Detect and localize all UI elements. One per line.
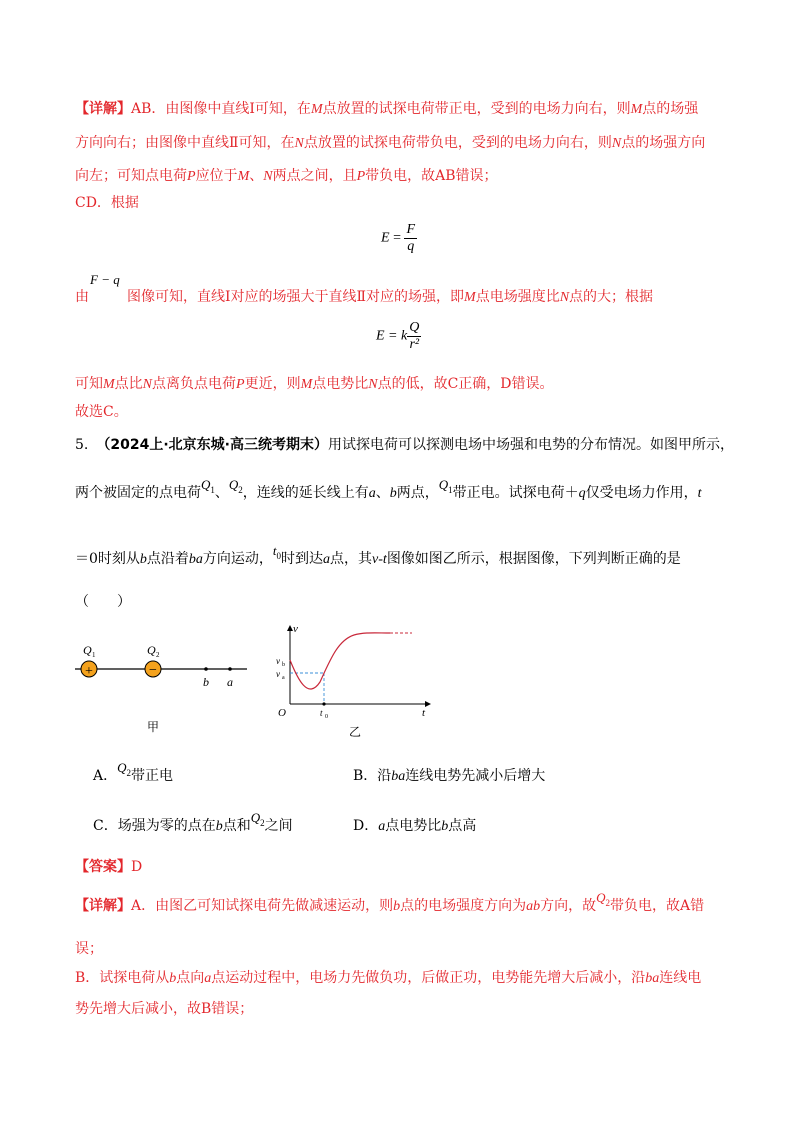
vb-label: v — [276, 656, 280, 666]
option-c[interactable]: C．场强为零的点在b点和$Q_2$之间 — [93, 810, 293, 834]
explain2-line3: B．试探电荷从b点向a点运动过程中，电场力先做负功，后做正功，电势能先增大后减小，沿ba连线电 — [75, 970, 702, 986]
explain1-cd: CD．根据 — [75, 195, 139, 211]
point-a — [228, 667, 232, 671]
q5-paren: （ ） — [75, 594, 131, 610]
option-d[interactable]: D．a点电势比b点高 — [353, 818, 477, 834]
plus-sign: + — [85, 664, 93, 679]
v-axis-label: v — [293, 623, 298, 635]
answer-value: D — [131, 859, 143, 875]
option-b[interactable]: B．沿ba连线电势先减小后增大 — [353, 768, 546, 784]
explain2-line4: 势先增大后减小，故B错误； — [75, 1001, 254, 1017]
option-a[interactable]: A．$Q_2$带正电 — [93, 760, 174, 784]
point-b — [204, 667, 208, 671]
t0-point — [322, 702, 325, 705]
explain1-line2: 方向向右；由图像中直线Ⅱ可知，在N点放置的试探电荷带负电，受到的电场力向右，则N点的场强方向 — [75, 135, 706, 151]
jia-caption: 甲 — [147, 720, 160, 734]
t0-sub: 0 — [325, 714, 328, 720]
origin-label: O — [278, 707, 286, 719]
explain1-line5: 由 图像可知，直线Ⅰ对应的场强大于直线Ⅱ对应的场强，即M点电场强度比N点的大；根据 — [75, 289, 654, 305]
b-label: b — [203, 675, 209, 689]
q1-label: Q — [83, 643, 92, 657]
va-label: v — [276, 669, 280, 679]
explain1-line3: 向左；可知点电荷P应位于M、N两点之间，且P带负电，故AB错误； — [75, 168, 498, 184]
figure-jia — [75, 640, 255, 735]
answer-line: 【答案】D — [75, 859, 143, 875]
yi-caption: 乙 — [349, 725, 362, 739]
velocity-curve — [290, 633, 390, 689]
va-sub: a — [282, 675, 285, 681]
minus-sign: − — [149, 663, 157, 678]
vb-sub: b — [282, 662, 285, 668]
t0-label: t — [320, 708, 323, 718]
a-label: a — [227, 675, 233, 689]
q2-label: Q — [147, 643, 156, 657]
q5-line1: 5. （2024上·北京东城·高三统考期末）用试探电荷可以探测电场中场强和电势的分布情况。如图甲所示， — [75, 437, 734, 453]
q2-sub: 2 — [156, 651, 160, 659]
explain1-line1: 【详解】AB．由图像中直线Ⅰ可知，在M点放置的试探电荷带正电，受到的电场力向右，则M点的场强 — [75, 101, 699, 117]
explain1-choose: 故选C。 — [75, 404, 128, 420]
formula-e-kq-over-r2: E = k $\frac{Q}{\text{r²}}$ — [376, 320, 420, 352]
formula-e-f-over-q: E = $\frac{F}{q}$ — [381, 222, 416, 254]
explain2-line1: 【详解】A．由图乙可知试探电荷先做减速运动，则b点的电场强度方向为ab方向，故$Q_2$带负电，故A错 — [75, 890, 705, 914]
explain1-line7: 可知M点比N点离负点电荷P更近，则M点电势比N点的低，故C正确，D错误。 — [75, 376, 554, 392]
q5-line3: ＝0时刻从b点沿着ba方向运动，$t_0$时到达a点，其v-t图像如图乙所示，根据图像，下列判断正确的是 — [75, 543, 681, 567]
figure-yi — [272, 620, 442, 742]
q5-line2: 两个被固定的点电荷$Q_1$、$Q_2$，连线的延长线上有a、b两点，$Q_1$带正电。试探电荷＋q仅受电场力作用，t — [75, 477, 702, 501]
explain2-line2: 误； — [75, 941, 103, 957]
q5-source: （2024上·北京东城·高三统考期末） — [96, 437, 328, 453]
t-axis-label: t — [422, 707, 426, 719]
q1-sub: 1 — [92, 651, 96, 659]
f-q-label: F − q — [90, 272, 120, 287]
